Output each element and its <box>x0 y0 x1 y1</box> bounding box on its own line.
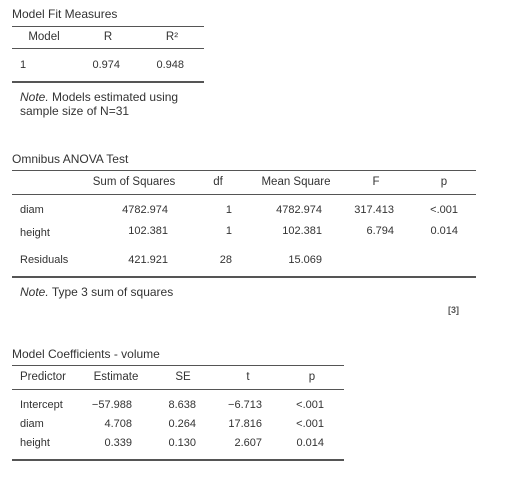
anova-row-term: diam <box>20 204 44 216</box>
anova-top-rule <box>12 170 476 171</box>
anova-header-ss: Sum of Squares <box>92 176 176 188</box>
coef-row-se: 0.130 <box>168 437 196 449</box>
coef-row-se: 0.264 <box>168 418 196 430</box>
fit-header-rule <box>12 48 204 49</box>
anova-header-rule <box>12 194 476 195</box>
coef-row-estimate: 4.708 <box>104 418 132 430</box>
anova-table-title: Omnibus ANOVA Test <box>12 152 129 166</box>
coef-row-t: 17.816 <box>228 418 262 430</box>
anova-header-p: p <box>440 176 448 188</box>
coef-row-predictor: Intercept <box>20 399 63 411</box>
coef-row-estimate: 0.339 <box>104 437 132 449</box>
fit-header-r: R <box>103 31 113 43</box>
fit-note-line2: sample size of N=31 <box>20 104 130 118</box>
fit-cell-r: 0.974 <box>92 59 120 71</box>
coef-header-estimate: Estimate <box>93 371 139 383</box>
fit-header-r2: R² <box>165 31 179 43</box>
anova-row-p: 0.014 <box>430 225 458 237</box>
anova-row-ms: 102.381 <box>282 225 322 237</box>
coef-top-rule <box>12 365 344 366</box>
anova-row-df: 1 <box>225 225 232 237</box>
anova-row-ms: 15.069 <box>288 254 322 266</box>
coef-header-se: SE <box>175 371 191 383</box>
fit-table-title: Model Fit Measures <box>12 7 118 21</box>
coef-header-p: p <box>308 371 316 383</box>
anova-row-term: height <box>20 227 50 239</box>
fit-cell-r2: 0.948 <box>156 59 184 71</box>
anova-note: Note. Type 3 sum of squares <box>20 285 174 299</box>
anova-header-ms: Mean Square <box>261 176 331 188</box>
fit-header-model: Model <box>28 31 60 43</box>
coef-row-predictor: height <box>20 437 50 449</box>
anova-row-p: <.001 <box>430 204 458 216</box>
anova-row-ss: 421.921 <box>128 254 168 266</box>
anova-row-ss: 4782.974 <box>122 204 168 216</box>
anova-row-term: Residuals <box>20 254 69 266</box>
anova-row-f: 6.794 <box>366 225 394 237</box>
coef-row-estimate: −57.988 <box>91 399 132 411</box>
anova-row-ss: 102.381 <box>128 225 168 237</box>
fit-top-rule <box>12 26 204 27</box>
fit-bottom-rule <box>12 81 204 83</box>
coef-header-t: t <box>246 371 250 383</box>
coef-row-p: 0.014 <box>296 437 324 449</box>
coef-header-rule <box>12 389 344 390</box>
coef-row-t: 2.607 <box>234 437 262 449</box>
coef-row-p: <.001 <box>296 418 324 430</box>
anova-row-f: 317.413 <box>354 204 394 216</box>
coef-table-title: Model Coefficients - volume <box>12 347 160 361</box>
anova-bottom-rule <box>12 276 476 278</box>
fit-cell-model: 1 <box>20 59 27 71</box>
citation-ref[interactable]: [3] <box>448 305 459 315</box>
coef-row-t: −6.713 <box>228 399 262 411</box>
anova-row-df: 1 <box>225 204 232 216</box>
anova-header-df: df <box>213 176 223 188</box>
coef-row-p: <.001 <box>296 399 324 411</box>
anova-row-df: 28 <box>219 254 232 266</box>
coef-header-predictor: Predictor <box>20 371 67 383</box>
coef-bottom-rule <box>12 459 344 461</box>
anova-header-f: F <box>372 176 380 188</box>
coef-row-predictor: diam <box>20 418 44 430</box>
fit-note-line1: Note. Models estimated using <box>20 90 179 104</box>
anova-row-ms: 4782.974 <box>276 204 322 216</box>
coef-row-se: 8.638 <box>168 399 196 411</box>
